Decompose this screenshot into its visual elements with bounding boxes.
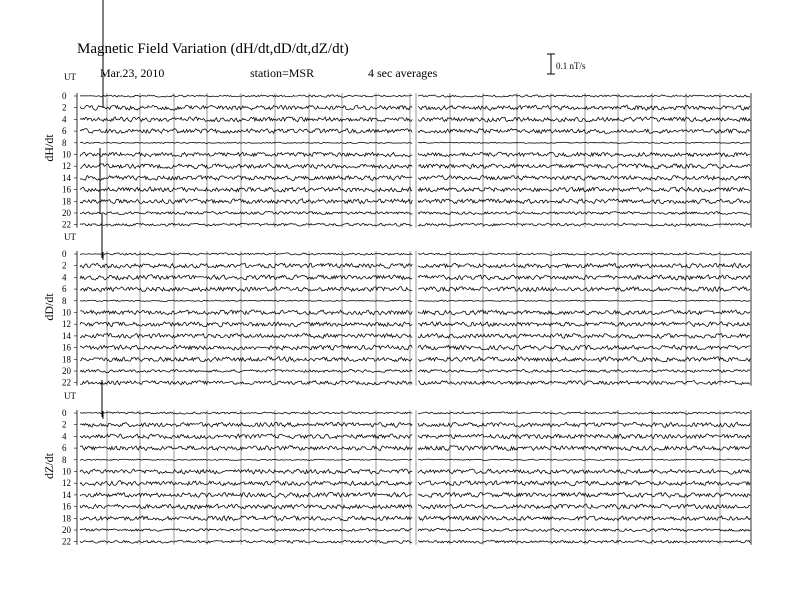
row-label: 0 xyxy=(62,91,67,101)
scale-bar-label: 0.1 nT/s xyxy=(556,61,586,71)
trace-line xyxy=(80,504,412,509)
panel-dZ-dt xyxy=(42,391,751,547)
trace-line xyxy=(80,105,412,110)
trace-line xyxy=(418,369,750,372)
trace-line xyxy=(418,504,750,509)
trace-line xyxy=(80,469,412,474)
trace-line xyxy=(418,211,750,214)
trace-line xyxy=(418,345,750,350)
averaging-label: 4 sec averages xyxy=(368,66,438,80)
row-label: 12 xyxy=(62,319,71,330)
row-label: 4 xyxy=(62,431,67,442)
trace-line xyxy=(80,129,412,134)
trace-line xyxy=(418,333,750,338)
row-label: 2 xyxy=(62,102,67,113)
trace-line xyxy=(418,142,750,143)
trace-line xyxy=(80,412,412,414)
trace-line xyxy=(80,322,412,327)
station-label: station=MSR xyxy=(250,66,315,80)
trace-line xyxy=(418,175,750,180)
trace-line xyxy=(418,117,750,122)
trace-line xyxy=(80,481,412,486)
trace-line xyxy=(418,446,750,451)
row-label: 2 xyxy=(62,260,67,271)
trace-line xyxy=(418,300,750,301)
trace-line xyxy=(418,434,750,439)
trace-line xyxy=(418,187,750,192)
trace-line xyxy=(80,275,412,280)
row-label: 10 xyxy=(62,466,71,477)
trace-line xyxy=(418,164,750,169)
trace-line xyxy=(80,446,412,451)
row-label: 10 xyxy=(62,307,71,318)
row-label: 18 xyxy=(62,513,71,524)
trace-line xyxy=(418,528,750,531)
trace-line xyxy=(80,117,412,122)
panel-dH-dt xyxy=(42,0,751,230)
trace-line xyxy=(80,422,412,427)
ut-label: UT xyxy=(64,72,76,82)
row-label: 8 xyxy=(62,454,67,465)
trace-line xyxy=(418,540,750,543)
trace-line xyxy=(80,516,412,521)
row-label: 16 xyxy=(62,501,71,512)
trace-line xyxy=(80,152,412,157)
row-label: 14 xyxy=(62,489,71,500)
ut-label: UT xyxy=(64,232,76,242)
trace-line xyxy=(418,412,750,414)
row-label: 20 xyxy=(62,525,71,535)
trace-line xyxy=(80,357,412,362)
trace-line xyxy=(418,322,750,327)
row-label: 10 xyxy=(62,149,71,160)
row-label: 16 xyxy=(62,184,71,195)
trace-line xyxy=(418,263,750,268)
row-label: 20 xyxy=(62,208,71,218)
trace-line xyxy=(80,287,412,292)
trace-line xyxy=(80,492,412,497)
trace-line xyxy=(418,223,750,226)
trace-line xyxy=(418,275,750,280)
trace-line xyxy=(418,459,750,460)
trace-line xyxy=(80,310,412,315)
trace-line xyxy=(80,199,412,204)
trace-line xyxy=(418,481,750,486)
trace-line xyxy=(80,223,412,226)
trace-line xyxy=(418,492,750,497)
trace-line xyxy=(418,95,750,97)
row-label: 22 xyxy=(62,536,71,547)
row-label: 6 xyxy=(62,443,67,454)
row-label: 14 xyxy=(62,172,71,183)
trace-line xyxy=(80,212,412,215)
trace-line xyxy=(418,253,750,255)
trace-line xyxy=(80,381,412,385)
trace-line xyxy=(80,369,412,372)
trace-line xyxy=(80,142,412,143)
ut-label: UT xyxy=(64,391,76,401)
trace-line xyxy=(80,434,412,439)
row-label: 6 xyxy=(62,284,67,295)
trace-line xyxy=(80,164,412,169)
trace-line xyxy=(80,333,412,338)
row-label: 12 xyxy=(62,161,71,172)
row-label: 20 xyxy=(62,366,71,376)
row-label: 2 xyxy=(62,419,67,430)
date-label: Mar.23, 2010 xyxy=(100,66,165,80)
panel-dD-dt xyxy=(42,232,751,388)
chart-title: Magnetic Field Variation (dH/dt,dD/dt,dZ/dt) xyxy=(77,41,349,57)
row-label: 22 xyxy=(62,219,71,230)
trace-line xyxy=(418,516,750,521)
row-label: 0 xyxy=(62,408,67,418)
row-label: 16 xyxy=(62,342,71,353)
trace-line xyxy=(80,253,412,255)
row-label: 8 xyxy=(62,295,67,306)
trace-line xyxy=(418,357,750,362)
row-label: 14 xyxy=(62,330,71,341)
row-label: 22 xyxy=(62,377,71,388)
row-label: 0 xyxy=(62,249,67,259)
trace-line xyxy=(80,540,412,543)
trace-line xyxy=(418,199,750,204)
row-label: 12 xyxy=(62,478,71,489)
trace-line xyxy=(418,469,750,474)
trace-line xyxy=(418,287,750,292)
trace-line xyxy=(80,263,412,268)
row-label: 8 xyxy=(62,137,67,148)
trace-line xyxy=(418,310,750,315)
trace-line xyxy=(80,187,412,192)
trace-line xyxy=(418,129,750,134)
scale-bar xyxy=(547,54,586,74)
trace-line xyxy=(80,95,412,97)
row-label: 18 xyxy=(62,354,71,365)
trace-line xyxy=(418,381,750,385)
panel-ylabel: dD/dt xyxy=(42,293,56,321)
panel-ylabel: dH/dt xyxy=(42,134,56,162)
trace-line xyxy=(80,459,412,460)
trace-line xyxy=(418,105,750,110)
trace-line xyxy=(80,176,412,181)
row-label: 4 xyxy=(62,114,67,125)
trace-line xyxy=(80,300,412,301)
trace-line xyxy=(80,345,412,350)
panel-ylabel: dZ/dt xyxy=(42,453,56,479)
trace-line xyxy=(418,152,750,157)
row-label: 4 xyxy=(62,272,67,283)
trace-line xyxy=(80,528,412,531)
trace-line xyxy=(418,422,750,427)
row-label: 18 xyxy=(62,196,71,207)
row-label: 6 xyxy=(62,126,67,137)
